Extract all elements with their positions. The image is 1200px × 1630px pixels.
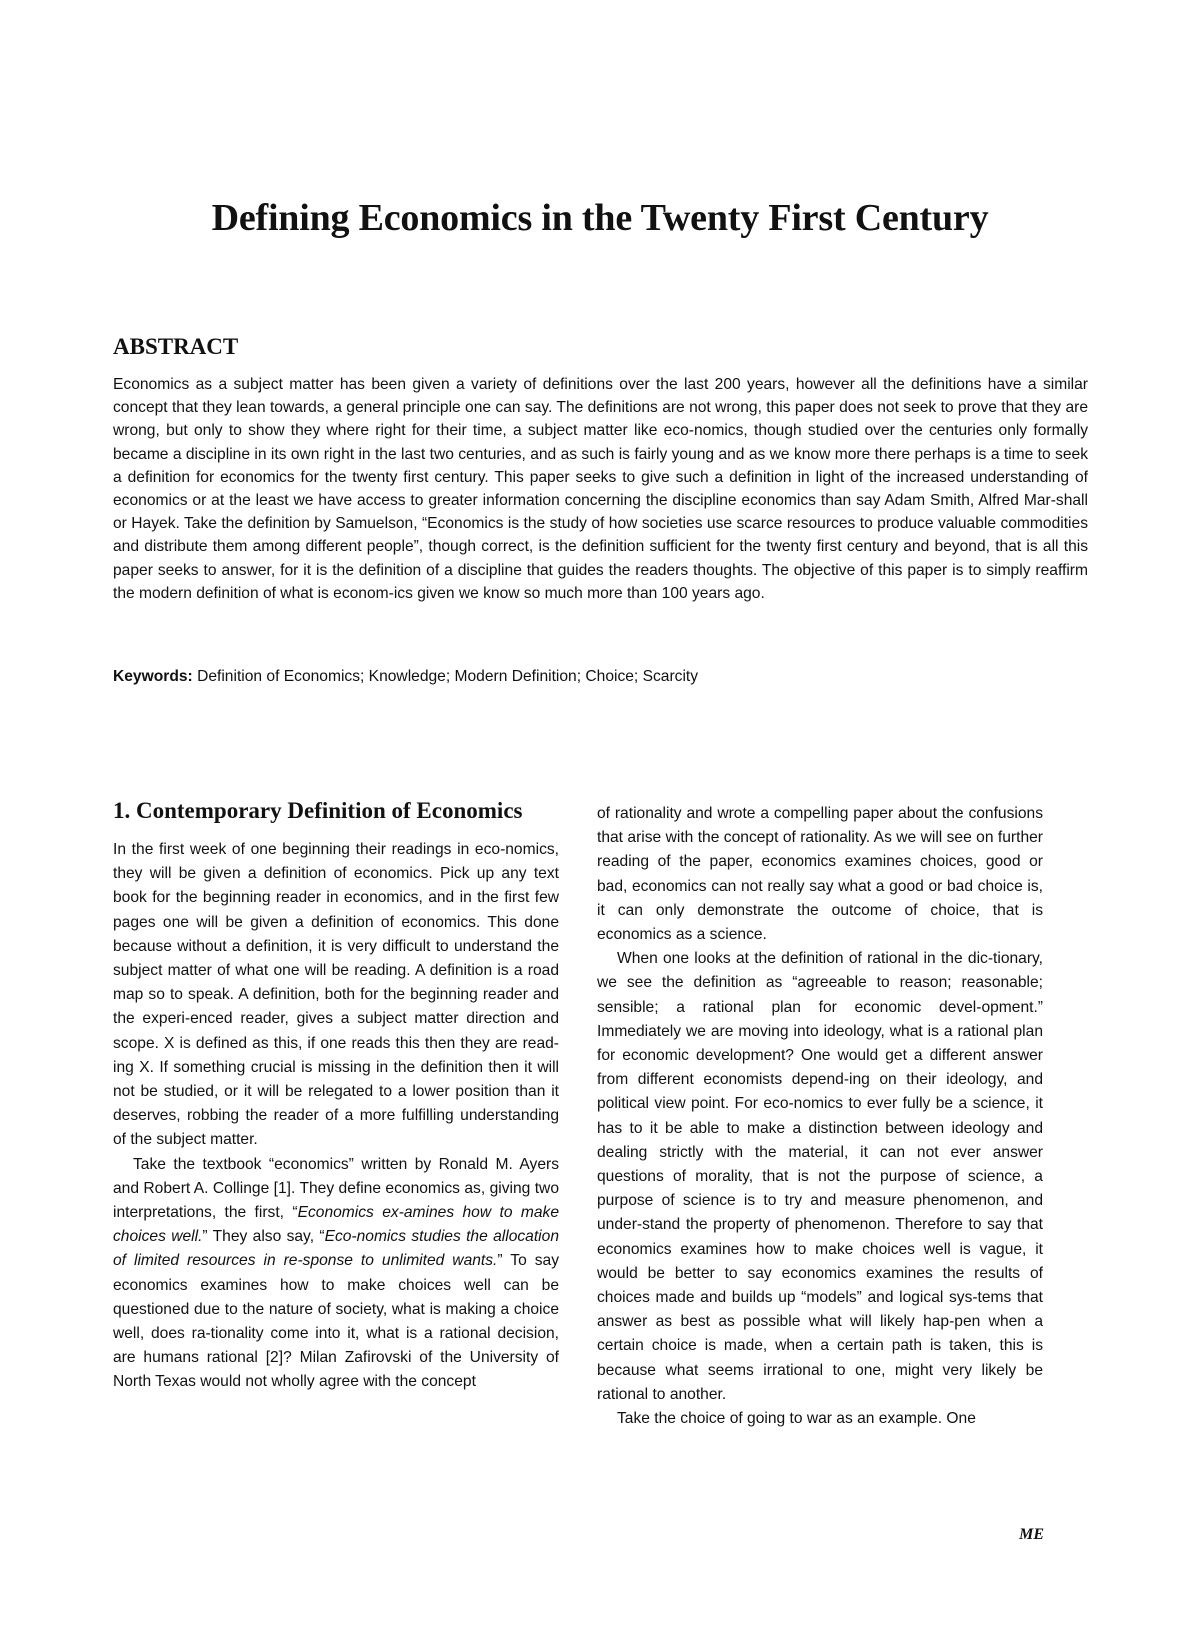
abstract-body: Economics as a subject matter has been given a variety of definitions over the last 200 years, however all the definitions have a similar concept that they lean towards, a general principle one can say. The definitions are not wrong, this paper does not seek to prove that they are wrong, but only to show they where right for their time, a subject matter like eco-nomics, though studied over the centuries only formally became a discipline in its own right in the last two centuries, and as such is fairly young and as we know more there perhaps is a time to seek a definition for economics for the twenty first century. This paper seeks to give such a definition in light of the increased understanding of economics or at the least we have access to greater information concerning the discipline economics than say Adam Smith, Alfred Mar-shall or Hayek. Take the definition by Samuelson, “Economics is the study of how societies use scarce resources to produce valuable commodities and distribute them among different people”, though correct, is the definition sufficient for the twenty first century and beyond, that is all this paper seeks to answer, for it is the definition of a discipline that guides the readers thoughts. The objective of this paper is to simply reaffirm the modern definition of what is econom-ics given we know so much more than 100 years ago. (113, 376, 1088, 602)
paragraph: Take the choice of going to war as an example. One (617, 1410, 976, 1428)
paragraph (113, 1153, 559, 1395)
abstract-heading: ABSTRACT (113, 334, 239, 359)
keywords-label: Keywords: (113, 668, 193, 685)
paragraph-text: ” To say economics examines how to make choices well can be questioned due to the nature of society, what is making a choice well, does ra-tionality come into it, what is a rational decision, are humans rational [2]? Milan Zafirovski of the University of North Texas would not wholly agree with the concept (113, 1252, 559, 1391)
paragraph: When one looks at the definition of rational in the dic-tionary, we see the definition as “agreeable to reason; reasonable; sensible; a rational plan for economic devel-opment.” Immediately we are moving into ideology, what is a rational plan for economic development? One would get a different answer from different economists depend-ing on their ideology, and political view point. For eco-nomics to ever fully be a science, it has to it be able to make a distinction between ideology and dealing strictly with the material, it can not ever answer questions of morality, that is not the purpose of science, a purpose of science is to try and measure phenomenon, and under-stand the property of phenomenon. Therefore to say that economics examines how to make choices well is vague, it would be better to say economics examines the results of choices made and builds up “models” and logical sys-tems that answer as best as possible what will likely hap-pen when a certain choice is made, when a certain path is taken, this is because what seems irrational to one, might very likely be rational to another. (597, 950, 1043, 1403)
paragraph: In the first week of one beginning their readings in eco-nomics, they will be given a definition of economics. Pick up any text book for the beginning reader in economics, and in the first few pages one will be given a definition of economics. This done because without a definition, it is very difficult to understand the subject matter of what one will be reading. A definition is a road map so to speak. A definition, both for the beginning reader and the experi-enced reader, gives a subject matter direction and scope. X is defined as this, if one reads this then they are read-ing X. If something crucial is missing in the definition then it will not be studied, or it will be relegated to a lower position than it deserves, robbing the reader of a more fulfilling understanding of the subject matter. (113, 841, 559, 1149)
left-column (113, 838, 559, 1395)
quote-italic: Eco-nomics studies the allocation of limited resources in re-sponse to unlimited wants. (113, 1228, 559, 1270)
paragraph-text: ” They also say, “ (202, 1228, 325, 1246)
keywords (113, 666, 1088, 688)
right-column (597, 802, 1043, 1431)
quote-italic: Economics ex-amines how to make choices well. (113, 1204, 559, 1246)
keywords-text: Definition of Economics; Knowledge; Modern Definition; Choice; Scarcity (197, 668, 699, 685)
paragraph-text: Take the textbook “economics” written by Ronald M. Ayers and Robert A. Collinge [1]. They define economics as, giving two interpretations, the first, “ (113, 1155, 559, 1222)
paragraph: of rationality and wrote a compelling paper about the confusions that arise with the concept of rationality. As we will see on further reading of the paper, economics examines choices, good or bad, economics can not really say what a good or bad choice is, it can only demonstrate the outcome of choice, that is economics as a science. (597, 805, 1043, 944)
section-heading: 1. Contemporary Definition of Economics (113, 798, 523, 823)
paper-title: Defining Economics in the Twenty First Century (211, 197, 989, 239)
journal-mark: ME (1019, 1526, 1044, 1543)
